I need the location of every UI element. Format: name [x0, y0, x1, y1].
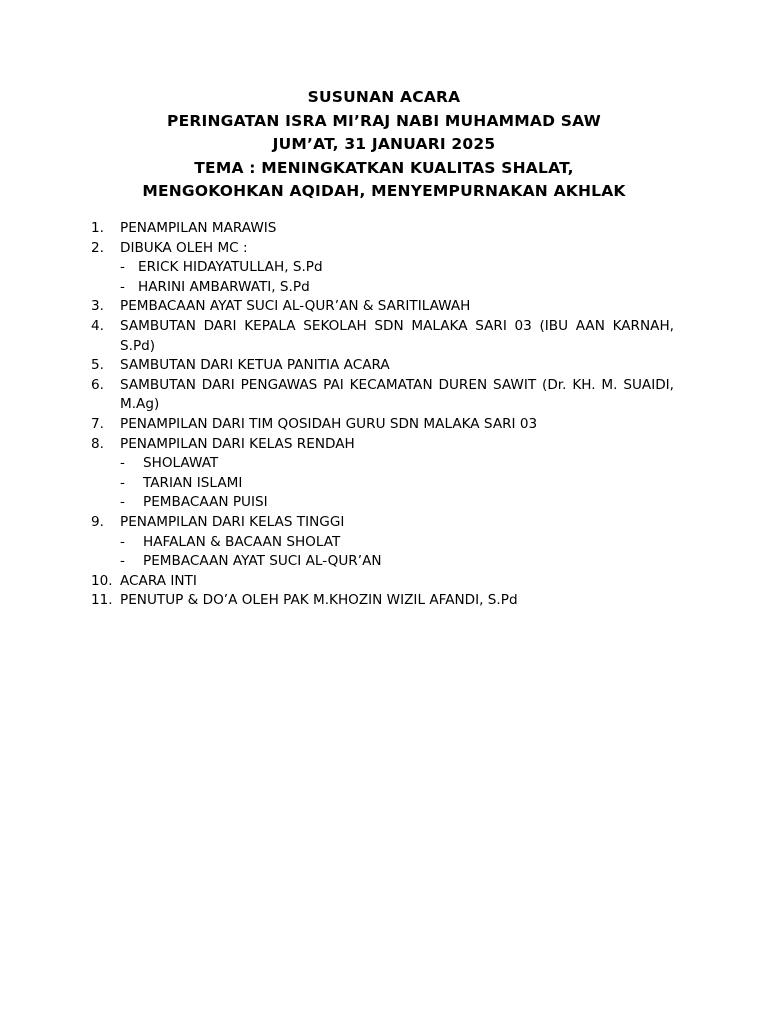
- heading-theme-line-1: TEMA : MENINGKATKAN KUALITAS SHALAT,: [194, 158, 574, 177]
- item-text: SAMBUTAN DARI KETUA PANITIA ACARA: [120, 357, 390, 374]
- heading-title: SUSUNAN ACARA: [307, 88, 461, 106]
- sub-item-text: HARINI AMBARWATI, S.Pd: [138, 278, 310, 295]
- item-text: DIBUKA OLEH MC :: [120, 239, 248, 256]
- agenda-item-3: [91, 297, 674, 317]
- document-header: [0, 86, 768, 204]
- sub-list: [120, 258, 674, 297]
- item-text: PENAMPILAN DARI TIM QOSIDAH GURU SDN MALAKA SARI 03: [120, 415, 538, 432]
- item-text: PENUTUP & DO’A OLEH PAK M.KHOZIN WIZIL AFANDI, S.Pd: [120, 592, 518, 609]
- agenda-item-4: [91, 317, 674, 356]
- item-text: PENAMPILAN DARI KELAS TINGGI: [120, 513, 345, 530]
- sub-item: [120, 278, 674, 298]
- item-text: PENAMPILAN MARAWIS: [120, 220, 277, 236]
- item-number: 11.: [91, 592, 113, 609]
- bullet-dash: -: [120, 553, 125, 570]
- sub-item-text: PEMBACAAN AYAT SUCI AL-QUR’AN: [143, 553, 382, 570]
- sub-item: [120, 552, 674, 572]
- item-number: 6.: [91, 376, 104, 393]
- agenda-item-1: [91, 219, 674, 239]
- item-number: 7.: [91, 415, 104, 432]
- sub-item-text: SHOLAWAT: [143, 455, 219, 472]
- item-text: SAMBUTAN DARI PENGAWAS PAI KECAMATAN DUREN SAWIT (Dr. KH. M. SUAIDI, M.Ag): [120, 376, 674, 413]
- item-text: SAMBUTAN DARI KEPALA SEKOLAH SDN MALAKA SARI 03 (IBU AAN KARNAH, S.Pd): [120, 317, 674, 354]
- sub-list: [120, 454, 674, 513]
- sub-item: [120, 493, 674, 513]
- item-number: 2.: [91, 239, 104, 256]
- agenda-item-2: [91, 239, 674, 298]
- agenda-item-6: [91, 376, 674, 415]
- item-number: 5.: [91, 357, 104, 374]
- bullet-dash: -: [120, 259, 125, 276]
- bullet-dash: -: [120, 494, 125, 511]
- agenda-list: [91, 219, 674, 611]
- item-text: ACARA INTI: [120, 572, 197, 589]
- sub-item-text: PEMBACAAN PUISI: [143, 494, 268, 511]
- sub-item: [120, 258, 674, 278]
- agenda-item-5: [91, 356, 674, 376]
- agenda-item-7: [91, 415, 674, 435]
- sub-item: [120, 533, 674, 553]
- sub-item-text: TARIAN ISLAMI: [143, 474, 243, 491]
- agenda-item-9: [91, 513, 674, 572]
- item-number: 4.: [91, 317, 104, 334]
- item-number: 3.: [91, 298, 104, 315]
- item-text: PEMBACAAN AYAT SUCI AL-QUR’AN & SARITILAWAH: [120, 298, 471, 315]
- heading-theme-line-2: MENGOKOHKAN AQIDAH, MENYEMPURNAKAN AKHLAK: [142, 182, 626, 200]
- item-number: 9.: [91, 513, 104, 530]
- bullet-dash: -: [120, 474, 125, 491]
- item-number: 8.: [91, 435, 104, 452]
- heading-date: JUM’AT, 31 JANUARI 2025: [272, 135, 496, 153]
- agenda-item-11: [91, 591, 674, 611]
- bullet-dash: -: [120, 278, 125, 295]
- bullet-dash: -: [120, 533, 125, 550]
- sub-list: [120, 533, 674, 572]
- sub-item-text: ERICK HIDAYATULLAH, S.Pd: [138, 259, 323, 276]
- item-number: 10.: [91, 572, 113, 589]
- bullet-dash: -: [120, 455, 125, 472]
- heading-event: PERINGATAN ISRA MI’RAJ NABI MUHAMMAD SAW: [167, 111, 601, 130]
- sub-item: [120, 474, 674, 494]
- sub-item-text: HAFALAN & BACAAN SHOLAT: [143, 533, 341, 550]
- item-text: PENAMPILAN DARI KELAS RENDAH: [120, 435, 355, 452]
- agenda-item-8: [91, 435, 674, 513]
- item-number: 1.: [91, 220, 104, 236]
- sub-item: [120, 454, 674, 474]
- agenda-item-10: [91, 572, 674, 592]
